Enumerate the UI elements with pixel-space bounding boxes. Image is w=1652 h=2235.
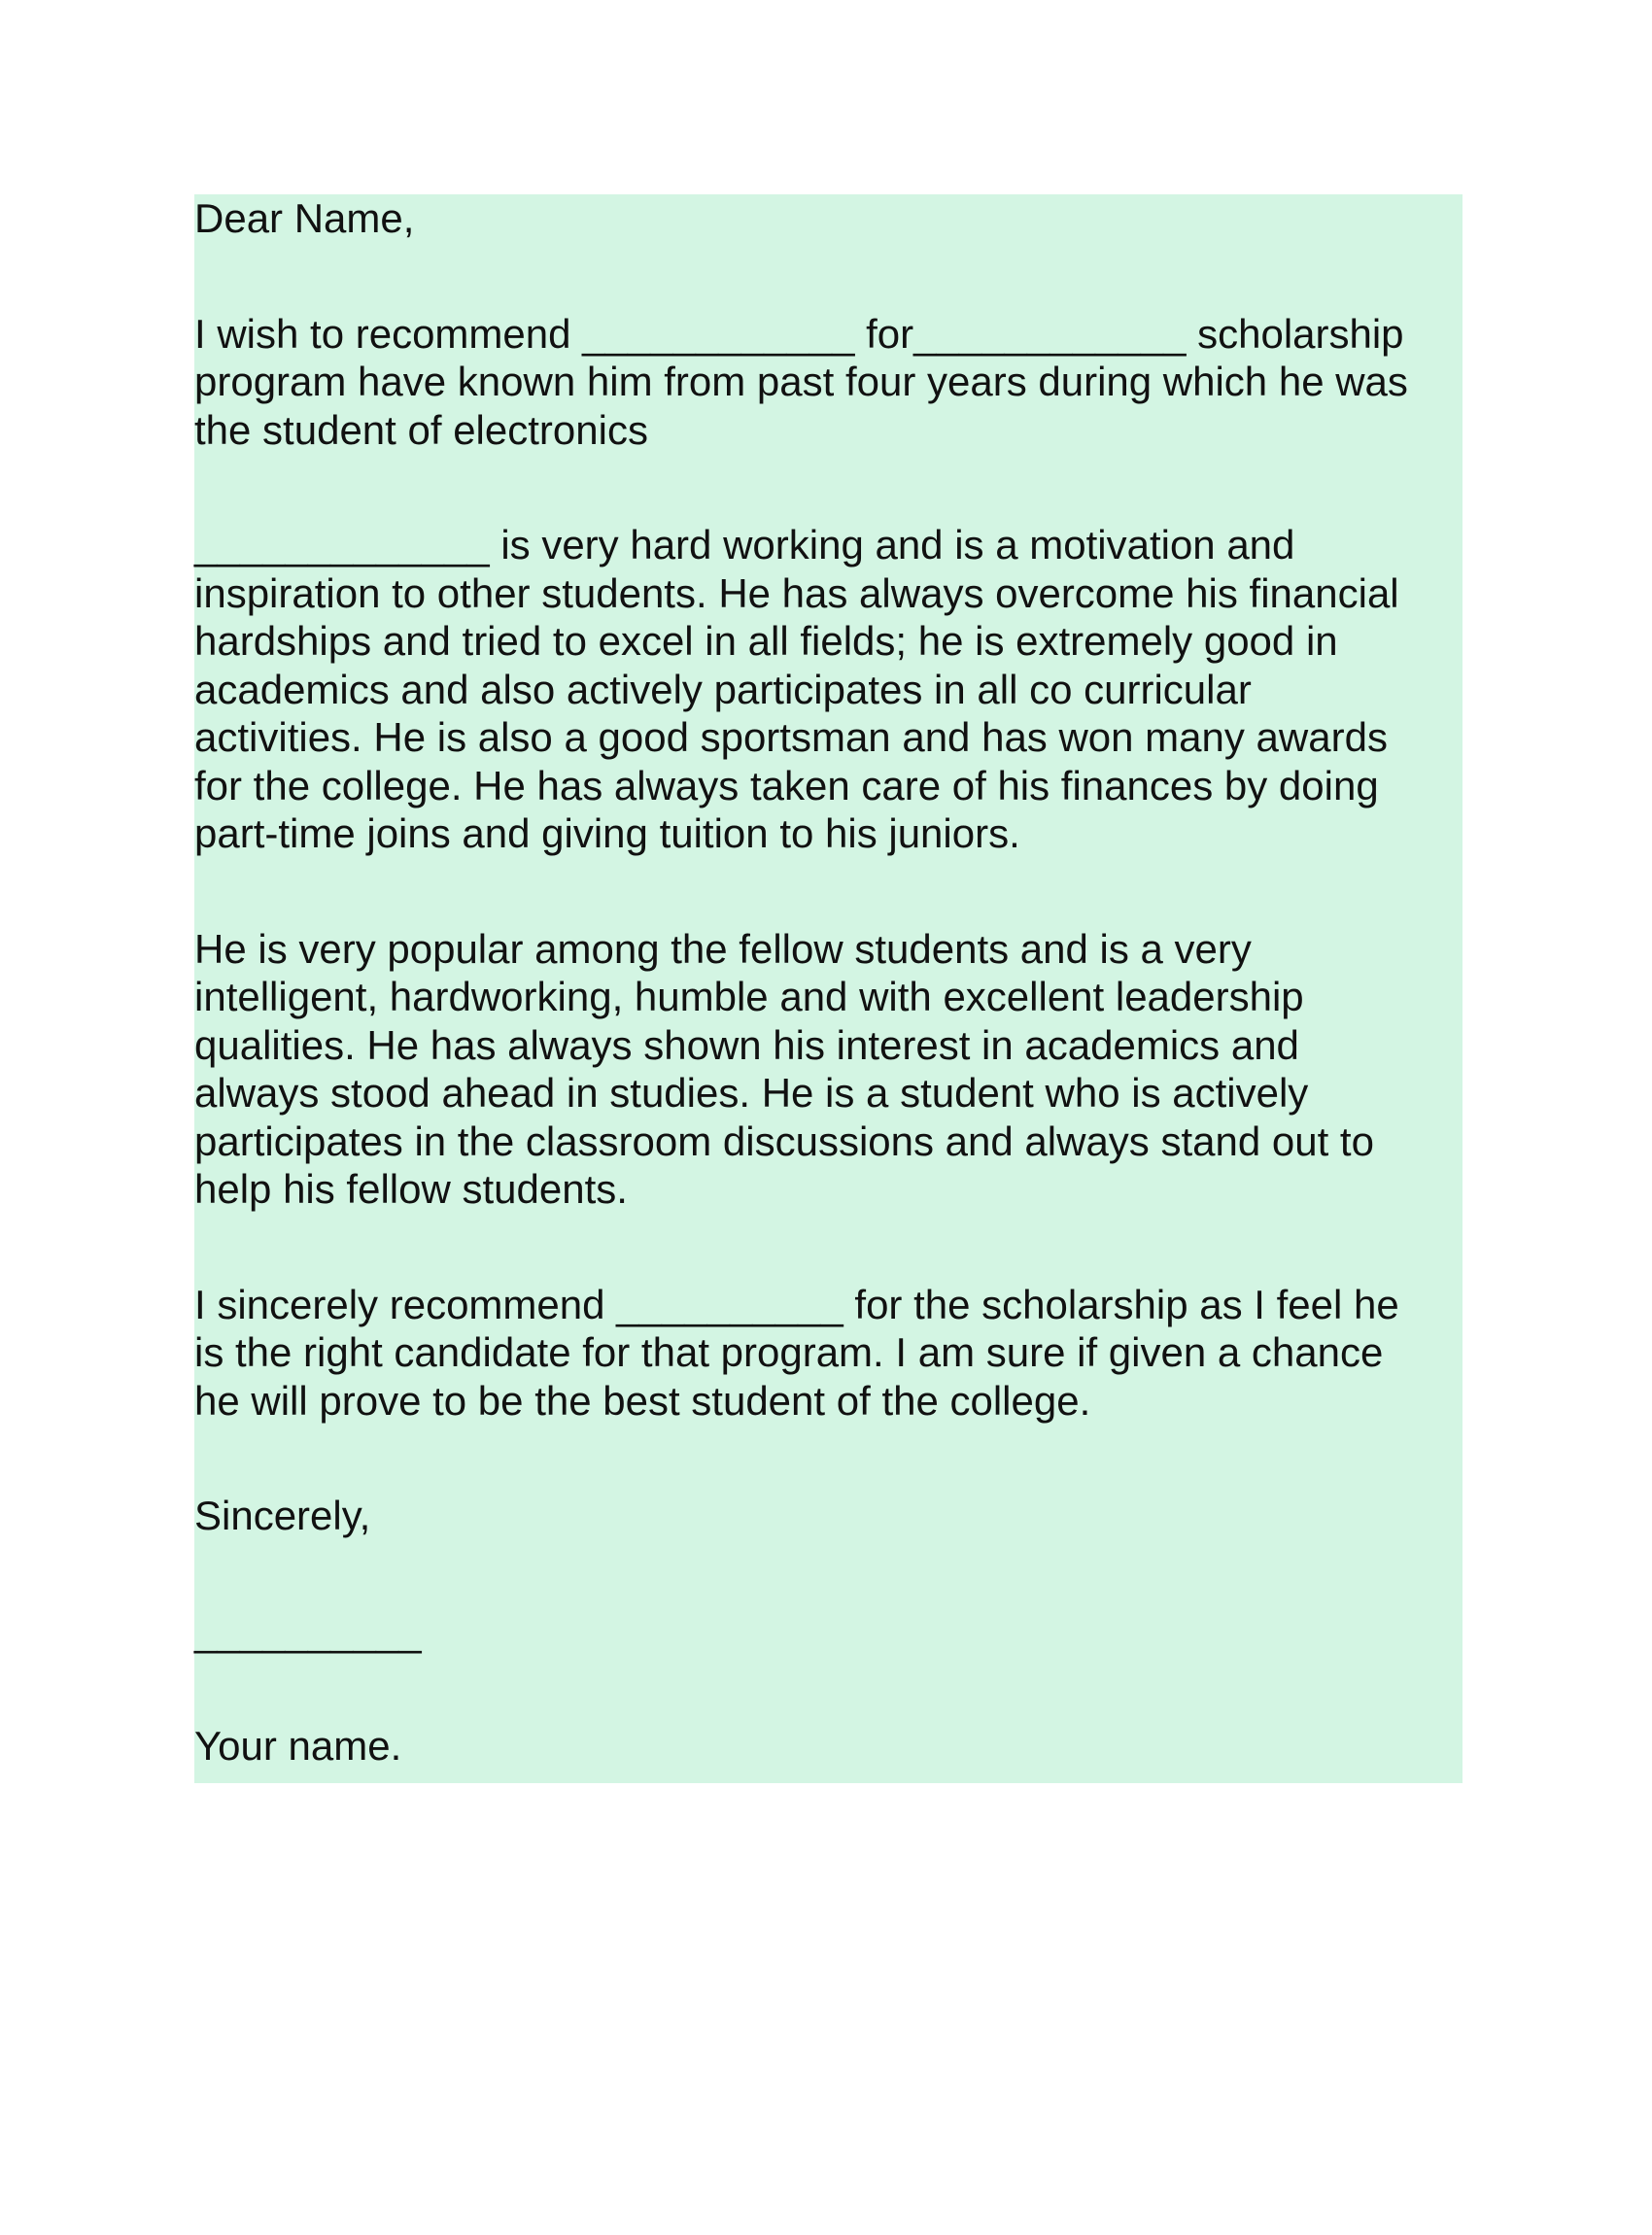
- paragraph-line: I wish to recommend ____________ for____________ scholarship: [194, 310, 1404, 357]
- signature-blank: __________: [194, 1607, 422, 1654]
- paragraph-line: the student of electronics: [194, 406, 648, 453]
- paragraph-qualities: [194, 521, 1463, 858]
- paragraph-line: part-time joins and giving tuition to his juniors.: [194, 810, 1020, 856]
- paragraph-line: He is very popular among the fellow students and is a very: [194, 925, 1252, 972]
- paragraph-line: for the college. He has always taken care of his finances by doing: [194, 762, 1379, 808]
- paragraph-line: I sincerely recommend __________ for the scholarship as I feel he: [194, 1281, 1399, 1327]
- recommendation-letter: [194, 194, 1463, 1783]
- paragraph-line: intelligent, hardworking, humble and with excellent leadership: [194, 974, 1304, 1019]
- paragraph-line: always stood ahead in studies. He is a student who is actively: [194, 1070, 1309, 1116]
- paragraph-line: academics and also actively participates in all co curricular: [194, 666, 1252, 712]
- paragraph-line: participates in the classroom discussions and always stand out to: [194, 1118, 1374, 1164]
- paragraph-line: help his fellow students.: [194, 1166, 628, 1212]
- paragraph-line: inspiration to other students. He has always overcome his financial: [194, 569, 1399, 616]
- paragraph-popularity: [194, 925, 1463, 1214]
- paragraph-recommendation: [194, 1281, 1463, 1426]
- letter-closing: Sincerely,: [194, 1493, 371, 1538]
- signer-name: Your name.: [194, 1723, 402, 1769]
- paragraph-line: activities. He is also a good sportsman and has won many awards: [194, 714, 1388, 760]
- letter-greeting: Dear Name,: [194, 195, 415, 241]
- paragraph-line: program have known him from past four years during which he was: [194, 359, 1408, 404]
- paragraph-line: he will prove to be the best student of the college.: [194, 1377, 1091, 1424]
- paragraph-line: hardships and tried to excel in all fields; he is extremely good in: [194, 618, 1338, 664]
- paragraph-introduction: [194, 310, 1463, 455]
- paragraph-line: is the right candidate for that program. I am sure if given a chance: [194, 1329, 1384, 1375]
- paragraph-line: qualities. He has always shown his interest in academics and: [194, 1021, 1299, 1068]
- paragraph-line: _____________ is very hard working and is a motivation and: [194, 522, 1295, 567]
